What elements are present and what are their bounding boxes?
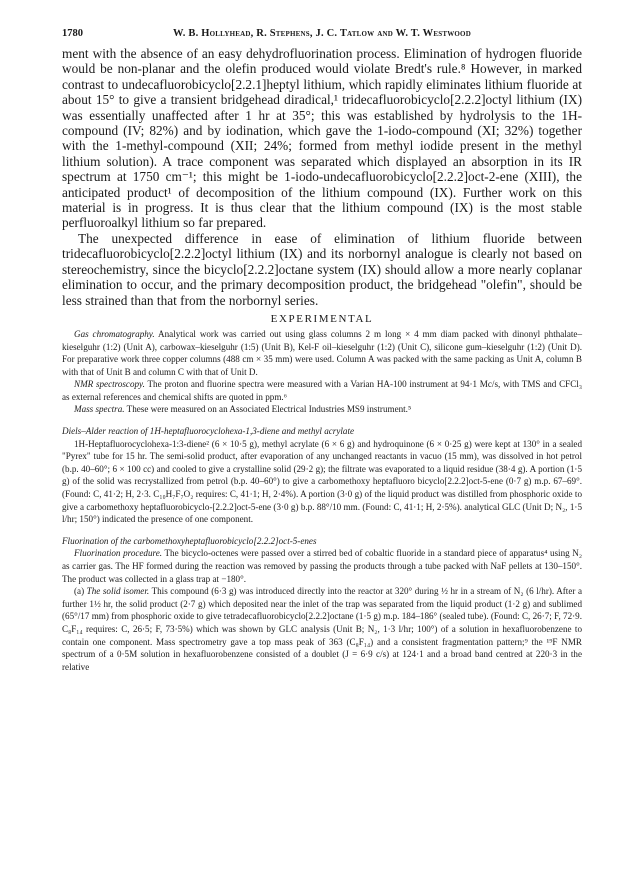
solid-isomer-paragraph <box>62 585 582 673</box>
fluorination-heading: Fluorination of the carbomethoxyheptafluorobicyclo[2.2.2]oct-5-enes <box>62 535 317 546</box>
gc-title: Gas chromatography. <box>74 328 155 339</box>
section-heading-experimental: EXPERIMENTAL <box>270 312 374 325</box>
diels-alder-section <box>62 438 582 526</box>
fluorination-procedure-text: The bicyclo-octenes were passed over a stirred bed of cobaltic fluoride in a standard piece of apparatus⁴ using N₂ as carrier gas. The HF formed during the reaction was removed by passing the products through a tube packed with NaF pellets at 130–150°. The product was collected in a glass trap at −180°. <box>62 548 583 584</box>
fluorination-section <box>62 547 582 673</box>
diels-alder-heading: Diels–Alder reaction of 1H-heptafluorocyclohexa-1,3-diene and methyl acrylate <box>62 426 355 437</box>
running-head <box>62 28 582 46</box>
nmr-paragraph <box>62 378 582 403</box>
journal-page <box>62 28 582 673</box>
running-authors: W. B. Hollyhead, R. Stephens, J. C. Tatlow and W. T. Westwood <box>173 28 471 39</box>
gc-paragraph <box>62 328 582 378</box>
fluorination-procedure-title: Fluorination procedure. <box>74 548 163 559</box>
paragraph-1: ment with the absence of an easy dehydrofluorination process. Elimination of hydrogen fluoride would be non-planar and the olefin produced would violate Bredt's rule.⁸ However, in marked contrast to undecafluorobicyclo[2.2.1]heptyl lithium, which rapidly eliminates lithium fluoride at about 15° to give a transient bridgehead diradical,¹ tridecafluorobicyclo[2.2.2]octyl lithium (IX) was essentially unaffected after 1 hr at 35°; this was established by hydrolysis to the 1H-compound (IV; 82%) and by iodination, which gave the 1-iodo-compound (XI; 32%) together with the 1-methyl-compound (XII; 24%; formed from methyl iodide present in the methyl lithium solution). A trace component was separated which displayed an absorption in its IR spectrum at 1750 cm⁻¹; this might be 1-iodo-undecafluorobicyclo[2.2.2]oct-2-ene (XIII), the anticipated product¹ of decomposition of the lithium compound (IX). Further work on this material is in progress. It is thus clear that the lithium compound (IX) is the most stable perfluoroalkyl lithium so far prepared. <box>62 46 582 231</box>
solid-isomer-title: The solid isomer. <box>86 586 150 597</box>
experimental-methods <box>62 328 582 416</box>
diels-alder-text: 1H-Heptafluorocyclohexa-1:3-diene² (6 × 10·5 g), methyl acrylate (6 × 6 g) and hydroquinone (6 × 0·25 g) were kept at 130° in a sealed "Pyrex" tube for 15 hr. The semi-solid product, after evaporation of any unchanged reactants in vacuo (15 mm), was dissolved in hot petrol (b.p. 40–60°; 6 × 100 cc) and cooled to give a crystalline solid (29·2 g); the filtrate was evaporated to a liquid residue (38·4 g). A portion (1·5 g) of the solid was recrystallized from petrol (b.p. 40–60°) to give a carbomethoxy heptafluoro bicyclo[2.2.2]oct-5-ene (0·7 g) m.p. 67–69°. (Found: C, 41·2; H, 2·3. C₁₀H₇F₇O₂ requires: C, 41·1; H, 2·4%). A portion (3·0 g) of the liquid product was distilled from phosphoric oxide to give a carbomethoxy heptafluorobicyclo-[2.2.2]oct-5-ene (3·0 g) b.p. 88°/10 mm. (Found: C, 41·1; H, 2·5%). analytical GLC (Unit D; N₂, 1·5 l/hr; 150°) indicated the presence of one component. <box>62 438 582 525</box>
main-text <box>62 46 582 308</box>
nmr-title: NMR spectroscopy. <box>74 379 145 390</box>
mass-title: Mass spectra. <box>74 404 125 415</box>
fluorination-procedure-paragraph <box>62 547 582 585</box>
solid-isomer-label: (a) <box>74 586 85 597</box>
gc-text: Analytical work was carried out using glass columns 2 m long × 4 mm diam packed with dinonyl phthalate–kieselguhr (1:2) (Unit A), carbowax–kieselguhr (1:5) (Unit B), Kel-F oil–kieselguhr (1:2) (Unit C), silicone gum–kieselguhr (1:2) (Unit D). For preparative work three copper columns (488 cm × 35 mm) were used. Column A was packed with the same packing as Unit A, column B with that of Unit B and column C with that of Unit D. <box>62 328 582 377</box>
paragraph-2: The unexpected difference in ease of elimination of lithium fluoride between tridecafluorobicyclo[2.2.2]octyl lithium (IX) and its norbornyl analogue is clearly not based on stereochemistry, since the bicyclo[2.2.2]octane system (IX) should allow a more nearly coplanar elimination to occur, and the primary decomposition product, the bridgehead "olefin", should be less strained than that from the norbornyl series. <box>62 230 582 308</box>
mass-text: These were measured on an Associated Electrical Industries MS9 instrument.⁵ <box>126 404 412 415</box>
page-number: 1780 <box>62 28 83 39</box>
mass-paragraph <box>62 403 582 416</box>
nmr-text: The proton and fluorine spectra were measured with a Varian HA-100 instrument at 94·1 Mc/s, with TMS and CFCl₃ as external references and chemical shifts are quoted in ppm.⁶ <box>62 379 582 402</box>
solid-isomer-text: This compound (6·3 g) was introduced directly into the reactor at 320° during ½ hr in a stream of N₂ (6 l/hr). After a further 1½ hr, the solid product (2·7 g) which deposited near the inlet of the trap was separated from the liquid product (1·2 g) and sublimed (65°/17 mm) from phosphoric oxide to give tetradecafluorobicyclo[2.2.2]octane (1·5 g) m.p. 184–186° (sealed tube). (Found: C, 26·7; F, 72·9. C₈F₁₄ requires: C, 26·5; F, 73·5%) which was shown by GLC analysis (Unit B; N₂, 1·3 l/hr; 100°) of a solution in hexafluorobenzene to contain one component. Mass spectrometry gave a top mass peak of 363 (C₈F₁₄) and a consistent fragmentation pattern;⁹ the ¹⁹F NMR spectrum of a 0·5M solution in hexafluorobenzene consisted of a doublet (J = 6·9 c/s) at 124·1 and a broad band centred at 220·3 in the relative <box>62 586 582 672</box>
